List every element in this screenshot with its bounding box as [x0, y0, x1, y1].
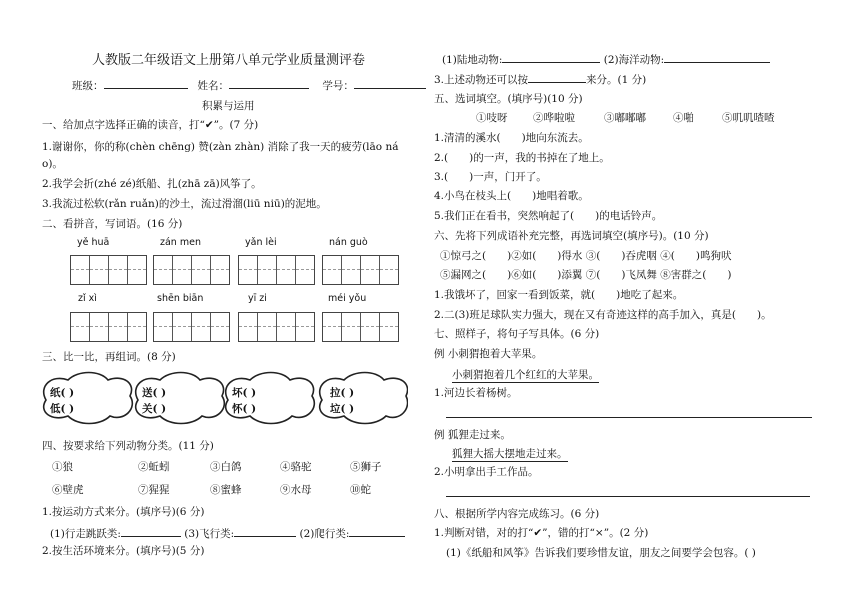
idiom-row: ⑤漏网之( )⑥如( )添翼 ⑦( )飞凤舞 ⑧害群之( ) — [440, 269, 732, 281]
writing-grid[interactable] — [153, 312, 230, 342]
pinyin-label: yǎn lèi — [245, 237, 277, 248]
cloud-char: 纸( ) — [50, 387, 75, 399]
word-option: ⑤叽叽喳喳 — [722, 112, 775, 124]
cloud-char: 怀( ) — [232, 403, 257, 415]
q4-sub3: 3.上述动物还可以按 来分。(1 分) — [434, 71, 646, 87]
q8-heading: 八、根据所学内容完成练习。(6 分) — [434, 508, 600, 520]
q1-line3: 3.我流过松软(rǎn ruǎn)的沙土，流过滑溜(liū niū)的泥地。 — [42, 198, 327, 210]
animal-item: ①狼 — [52, 461, 73, 473]
animal-item: ⑩蛇 — [350, 484, 371, 496]
pinyin-label: yī zi — [248, 293, 267, 304]
q1-heading: 一、给加点字选择正确的读音，打“✔”。(7 分) — [42, 119, 259, 131]
q5-line: 3.( )一声，门开了。 — [434, 171, 547, 183]
animal-item: ③白鸽 — [210, 461, 242, 473]
writing-grid[interactable] — [322, 312, 399, 342]
answer-blank[interactable] — [121, 525, 181, 537]
answer-blank[interactable] — [349, 525, 405, 537]
word-option: ④啪 — [673, 112, 694, 124]
q7-heading: 七、照样子，将句子写具体。(6 分) — [434, 328, 600, 340]
q4-sub1: 1.按运动方式来分。(填序号)(6 分) — [42, 506, 205, 518]
word-option: ②哗啦啦 — [533, 112, 575, 124]
q6-sub2: 2.二(3)班足球队实力强大，现在又有奇迹这样的高手加入，真是( )。 — [434, 309, 772, 321]
animal-item: ⑦猩猩 — [138, 484, 170, 496]
word-option: ③嘟嘟嘟 — [604, 112, 646, 124]
q7-example1-answer: 小刺猬抱着几个红红的大苹果。 — [452, 369, 599, 381]
cloud-char: 拉( ) — [330, 387, 355, 399]
answer-blank[interactable] — [664, 51, 770, 63]
q7-example1: 例 小刺猬抱着大苹果。 — [434, 348, 543, 360]
answer-line[interactable] — [446, 416, 812, 418]
writing-grid[interactable] — [238, 312, 315, 342]
q7-sub2: 2.小明拿出手工作品。 — [434, 466, 539, 478]
cloud-char: 关( ) — [142, 403, 167, 415]
q4-sub2-categories: (1)陆地动物: (2)海洋动物: — [442, 51, 770, 67]
pinyin-label: zǐ xì — [78, 293, 97, 304]
q6-sub1: 1.我饿坏了，回家一看到饭菜，就( )地吃了起来。 — [434, 289, 684, 301]
q2-heading: 二、看拼音，写词语。(16 分) — [42, 218, 183, 230]
q7-example2-answer: 狐狸大摇大摆地走过来。 — [452, 448, 568, 460]
q4-sub2: 2.按生活环境来分。(填序号)(5 分) — [42, 545, 205, 557]
q8-sub1-item: (1)《纸船和风筝》告诉我们要珍惜友谊，朋友之间要学会包容。( ) — [446, 547, 756, 559]
writing-grid[interactable] — [70, 312, 147, 342]
section-heading: 积累与运用 — [202, 100, 255, 112]
animal-item: ②蚯蚓 — [138, 461, 170, 473]
student-info — [72, 77, 426, 93]
q1-line2: 2.我学会折(zhé zé)纸船、扎(zhā zā)风筝了。 — [42, 178, 262, 190]
id-label: 学号： — [322, 80, 354, 92]
q6-heading: 六、先将下列成语补充完整，再选词填空(填序号)。(10 分) — [434, 230, 709, 242]
q5-line: 2.( )的一声，我的书掉在了地上。 — [434, 152, 610, 164]
q5-line: 4.小鸟在枝头上( )地唱着歌。 — [434, 190, 589, 202]
cloud-char: 坏( ) — [232, 387, 257, 399]
class-label: 班级： — [72, 80, 104, 92]
cloud-char: 低( ) — [50, 403, 75, 415]
q1-line1: 1.谢谢你，你的称(chèn chēng) 赞(zàn zhàn) 消除了我一天的疲劳(lāo ná — [42, 141, 399, 153]
q5-heading: 五、选词填空。(填序号)(10 分) — [434, 93, 583, 105]
answer-blank[interactable] — [502, 51, 600, 63]
name-blank[interactable] — [229, 77, 309, 89]
animal-item: ⑨水母 — [280, 484, 312, 496]
animal-item: ⑧蜜蜂 — [210, 484, 242, 496]
q3-heading: 三、比一比，再组词。(8 分) — [42, 351, 176, 363]
answer-line[interactable] — [446, 495, 810, 497]
q7-example2: 例 狐狸走过来。 — [434, 429, 511, 441]
pinyin-label: yě huā — [77, 237, 110, 248]
class-blank[interactable] — [104, 77, 188, 89]
q5-line: 1.清清的溪水( )地向东流去。 — [434, 132, 589, 144]
pinyin-label: shēn biān — [157, 293, 204, 304]
idiom-row: ①惊弓之( )②如( )得水 ③( )吞虎咽 ④( )鸣狗吠 — [440, 250, 732, 262]
cloud-char: 垃( ) — [330, 403, 355, 415]
writing-grid[interactable] — [153, 255, 230, 285]
answer-blank[interactable] — [234, 525, 296, 537]
writing-grid[interactable] — [322, 255, 399, 285]
animal-item: ⑤狮子 — [350, 461, 382, 473]
pinyin-label: nán guò — [329, 237, 368, 248]
q7-sub1: 1.河边长着杨树。 — [434, 387, 518, 399]
word-option: ①吱呀 — [476, 112, 508, 124]
writing-grid[interactable] — [70, 255, 147, 285]
pinyin-label: zán men — [160, 237, 201, 248]
q5-line: 5.我们正在看书，突然响起了( )的电话铃声。 — [434, 210, 663, 222]
id-blank[interactable] — [354, 77, 426, 89]
q8-sub1: 1.判断对错，对的打“✔”，错的打“×”。(2 分) — [434, 527, 649, 539]
animal-item: ④骆驼 — [280, 461, 312, 473]
name-label: 姓名： — [197, 80, 230, 92]
writing-grid[interactable] — [238, 255, 315, 285]
q4-heading: 四、按要求给下列动物分类。(11 分) — [42, 440, 214, 452]
page-title: 人教版二年级语文上册第八单元学业质量测评卷 — [92, 53, 366, 68]
q1-line1-cont: o)。 — [42, 158, 63, 170]
cloud-char: 送( ) — [142, 387, 167, 399]
pinyin-label: méi yǒu — [328, 293, 367, 304]
animal-item: ⑥壁虎 — [52, 484, 84, 496]
q4-sub1-categories: (1)行走跳跃类: (3)飞行类: (2)爬行类: — [50, 525, 405, 541]
answer-blank[interactable] — [528, 71, 586, 83]
